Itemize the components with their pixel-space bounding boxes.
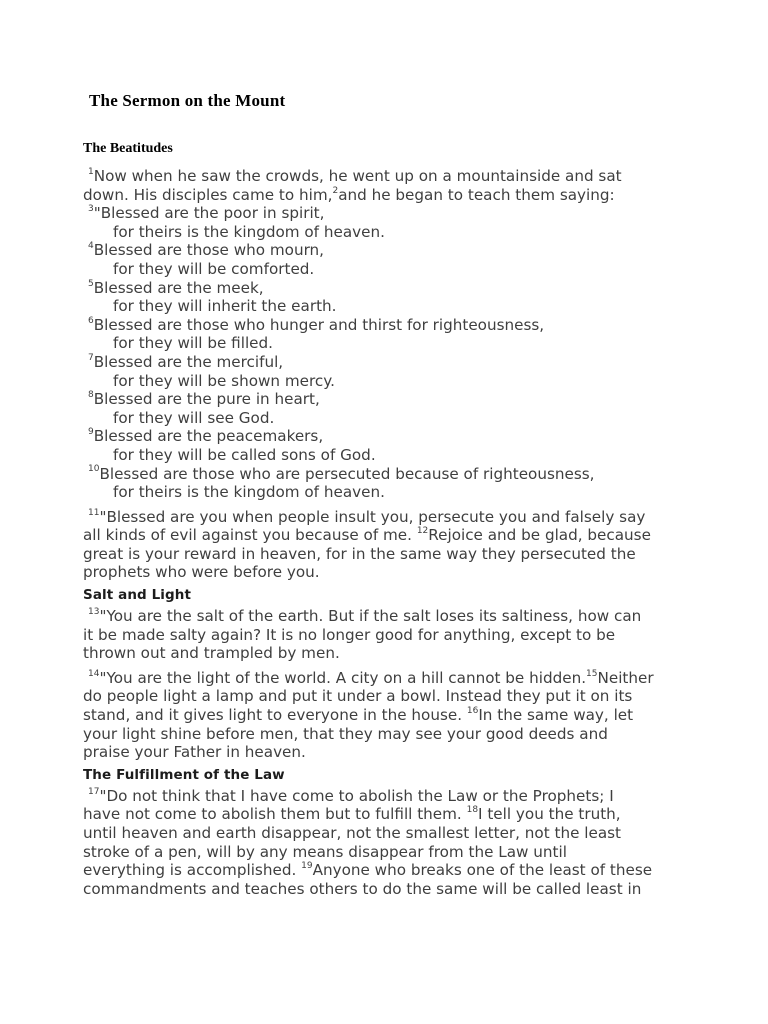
verse-text: stroke of a pen, will by any means disappear from the Law until bbox=[83, 842, 567, 861]
text-line bbox=[83, 644, 733, 663]
verse-text: Blessed are the merciful, bbox=[93, 352, 284, 371]
text-line bbox=[83, 626, 733, 645]
verse-text: Anyone who breaks one of the least of these bbox=[312, 861, 653, 880]
text-line bbox=[83, 167, 733, 186]
text-line bbox=[83, 607, 733, 626]
text-line bbox=[83, 353, 733, 372]
verse-text: do people light a lamp and put it under a bowl. Instead they put it on its bbox=[83, 687, 633, 706]
verse-text: for they will be comforted. bbox=[113, 259, 315, 278]
text-line bbox=[83, 669, 733, 688]
verse-number: 9 bbox=[88, 427, 94, 438]
text-line bbox=[83, 861, 733, 880]
verse-number: 3 bbox=[88, 204, 94, 215]
text-line bbox=[83, 483, 733, 502]
verse-text: down. His disciples came to him, bbox=[83, 185, 333, 204]
paragraph bbox=[83, 787, 733, 899]
verse-text: praise your Father in heaven. bbox=[83, 743, 306, 762]
text-line bbox=[83, 260, 733, 279]
verse-number: 13 bbox=[88, 607, 100, 617]
verse-number: 10 bbox=[88, 464, 100, 475]
text-line bbox=[83, 316, 733, 335]
text-line bbox=[83, 805, 733, 824]
verse-number: 14 bbox=[88, 668, 100, 679]
verse-text: for they will be called sons of God. bbox=[113, 445, 376, 464]
verse-text: Blessed are those who are persecuted because of righteousness, bbox=[99, 464, 595, 483]
verse-text: until heaven and earth disappear, not the smallest letter, not the least bbox=[83, 824, 621, 842]
verse-number: 16 bbox=[466, 705, 479, 716]
text-line bbox=[83, 446, 733, 465]
verse-text: great is your reward in heaven, for in the same way they persecuted the bbox=[83, 544, 636, 563]
verse-text: your light shine before men, that they may see your good deeds and bbox=[83, 724, 608, 743]
text-line bbox=[83, 204, 733, 223]
text-line bbox=[83, 687, 733, 706]
verse-text: it be made salty again? It is no longer good for anything, except to be bbox=[83, 625, 616, 644]
text-line bbox=[83, 427, 733, 446]
verse-number: 12 bbox=[416, 526, 429, 537]
verse-number: 7 bbox=[88, 352, 94, 363]
text-line bbox=[83, 186, 733, 205]
section-heading: Salt and Light bbox=[83, 587, 192, 604]
verse-number: 11 bbox=[88, 507, 100, 518]
text-line bbox=[83, 706, 733, 725]
text-line bbox=[83, 743, 733, 762]
document-title: The Sermon on the Mount bbox=[89, 91, 286, 110]
verse-text: Blessed are those who mourn, bbox=[93, 241, 325, 260]
page-content bbox=[83, 90, 733, 898]
verse-text: commandments and teaches others to do the same will be called least in bbox=[83, 879, 642, 898]
verse-text: for they will inherit the earth. bbox=[113, 297, 337, 316]
text-line bbox=[83, 545, 733, 564]
text-line bbox=[83, 824, 733, 843]
verse-text: for theirs is the kingdom of heaven. bbox=[113, 222, 385, 241]
verse-number: 17 bbox=[88, 786, 100, 797]
verse-number: 19 bbox=[301, 861, 313, 872]
verse-number: 15 bbox=[586, 668, 598, 679]
verse-number: 4 bbox=[88, 241, 94, 252]
verse-text: for theirs is the kingdom of heaven. bbox=[113, 483, 385, 502]
verse-text: Blessed are the pure in heart, bbox=[93, 390, 320, 409]
verse-text: "You are the light of the world. A city on a hill cannot be hidden. bbox=[99, 668, 587, 687]
verse-number: 2 bbox=[332, 185, 339, 196]
verse-text: prophets who were before you. bbox=[83, 563, 320, 582]
text-line bbox=[83, 508, 733, 527]
text-line bbox=[83, 465, 733, 484]
verse-number: 5 bbox=[88, 278, 94, 289]
text-line bbox=[83, 297, 733, 316]
verse-text: Neither bbox=[597, 668, 654, 687]
verse-text: "Do not think that I have come to abolish the Law or the Prophets; I bbox=[99, 786, 614, 805]
verse-text: and he began to teach them saying: bbox=[338, 185, 615, 204]
verse-text: "You are the salt of the earth. But if the salt loses its saltiness, how can bbox=[99, 607, 642, 626]
verse-text: everything is accomplished. bbox=[83, 861, 302, 880]
verse-number: 6 bbox=[88, 315, 94, 326]
text-line bbox=[83, 279, 733, 298]
verse-number: 1 bbox=[88, 166, 94, 177]
section-heading: The Fulfillment of the Law bbox=[83, 766, 285, 783]
text-line bbox=[83, 409, 733, 428]
text-line bbox=[83, 843, 733, 862]
verse-text: Blessed are the peacemakers, bbox=[93, 427, 324, 446]
text-line bbox=[83, 334, 733, 353]
text-line bbox=[83, 241, 733, 260]
verse-text: thrown out and trampled by men. bbox=[83, 644, 340, 663]
paragraph bbox=[83, 167, 733, 502]
verse-text: Blessed are those who hunger and thirst for righteousness, bbox=[93, 315, 545, 334]
verse-text: "Blessed are you when people insult you, persecute you and falsely say bbox=[99, 507, 646, 526]
text-line bbox=[83, 390, 733, 409]
verse-text: for they will be filled. bbox=[113, 334, 273, 353]
text-line bbox=[83, 526, 733, 545]
verse-text: I tell you the truth, bbox=[478, 805, 621, 824]
verse-number: 18 bbox=[466, 805, 479, 816]
text-line bbox=[83, 372, 733, 391]
verse-text: have not come to abolish them but to fulfill them. bbox=[83, 805, 467, 824]
verse-text: Rejoice and be glad, because bbox=[428, 526, 651, 545]
paragraph bbox=[83, 669, 733, 762]
paragraph bbox=[83, 607, 733, 663]
verse-number: 8 bbox=[88, 390, 94, 401]
verse-text: for they will be shown mercy. bbox=[113, 371, 335, 390]
text-line bbox=[83, 880, 733, 899]
verse-text: In the same way, let bbox=[478, 706, 634, 725]
verse-text: for they will see God. bbox=[113, 408, 275, 427]
text-line bbox=[83, 725, 733, 744]
verse-text: all kinds of evil against you because of me. bbox=[83, 526, 417, 545]
paragraph bbox=[83, 508, 733, 582]
text-line bbox=[83, 223, 733, 242]
verse-text: stand, and it gives light to everyone in the house. bbox=[83, 706, 467, 725]
verse-text: "Blessed are the poor in spirit, bbox=[93, 204, 325, 223]
section-heading: The Beatitudes bbox=[83, 141, 173, 156]
page-body bbox=[83, 140, 733, 898]
verse-text: Blessed are the meek, bbox=[93, 278, 264, 297]
text-line bbox=[83, 787, 733, 806]
text-line bbox=[83, 563, 733, 582]
verse-text: Now when he saw the crowds, he went up on a mountainside and sat bbox=[93, 167, 622, 185]
